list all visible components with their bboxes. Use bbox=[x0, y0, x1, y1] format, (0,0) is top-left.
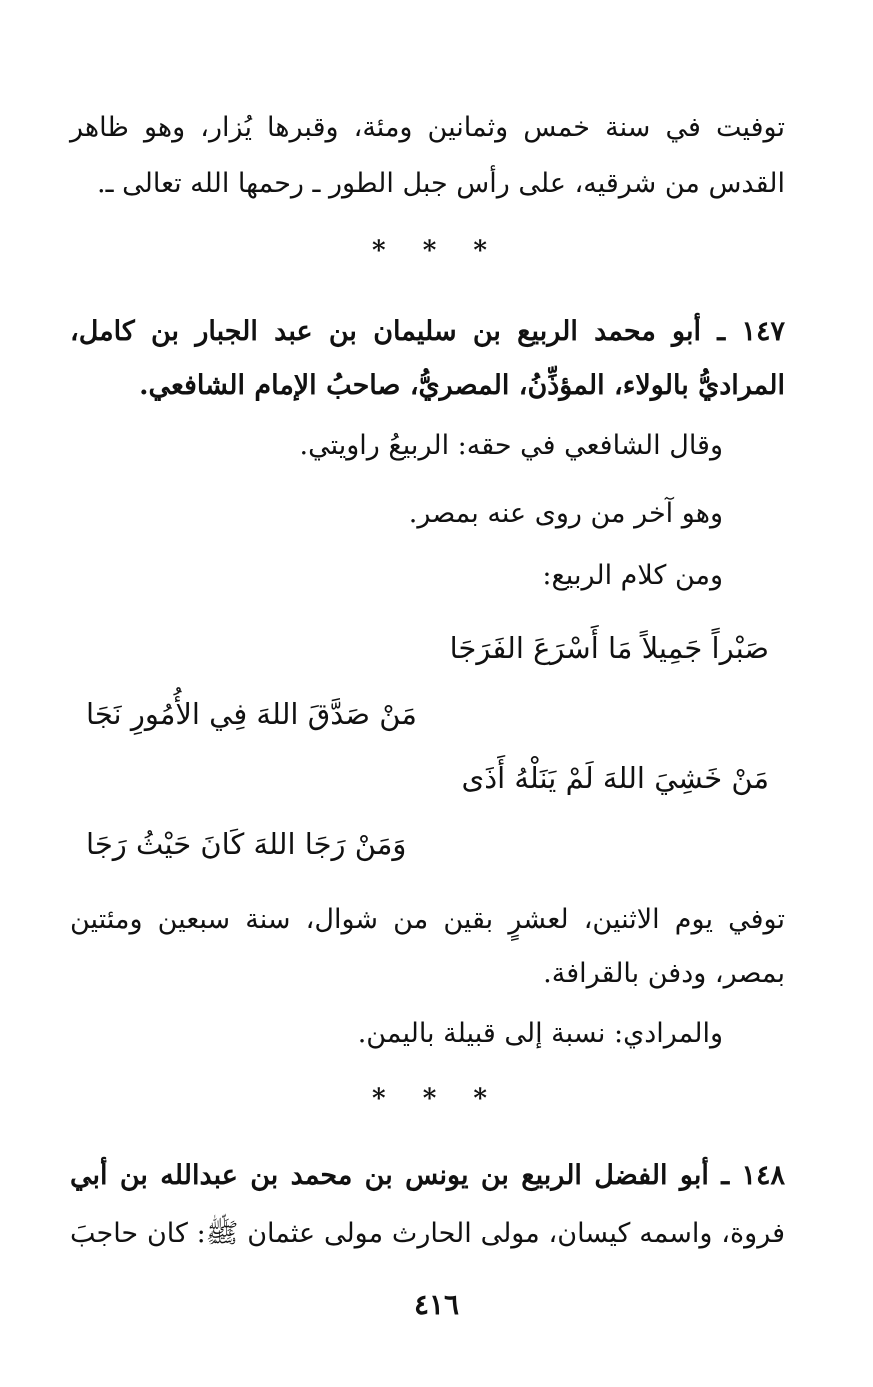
paragraph-5-line-2: بمصر، ودفن بالقرافة. bbox=[543, 958, 785, 989]
paragraph-2: وقال الشافعي في حقه: الربيعُ راويتي. bbox=[299, 430, 723, 461]
paragraph-1-line-1: توفيت في سنة خمس وثمانين ومئة، وقبرها يُزار، وهو ظاهر bbox=[70, 112, 785, 143]
paragraph-3: وهو آخر من روى عنه بمصر. bbox=[408, 498, 723, 529]
paragraph-6: والمرادي: نسبة إلى قبيلة باليمن. bbox=[357, 1018, 723, 1049]
poem-verse-3: مَنْ خَشِيَ اللهَ لَمْ يَنَلْهُ أَذَى bbox=[461, 761, 769, 795]
poem-verse-1: صَبْراً جَمِيلاً مَا أَسْرَعَ الفَرَجَا bbox=[449, 631, 769, 665]
paragraph-5-line-1: توفي يوم الاثنين، لعشرٍ بقين من شوال، سنة سبعين ومئتين bbox=[70, 904, 785, 935]
entry-148-heading-line-1: ١٤٨ ـ أبو الفضل الربيع بن يونس بن محمد بن عبدالله بن أبي bbox=[70, 1160, 785, 1191]
paragraph-4: ومن كلام الربيع: bbox=[542, 560, 723, 591]
paragraph-1-line-2: القدس من شرقيه، على رأس جبل الطور ـ رحمها الله تعالى ـ. bbox=[97, 168, 785, 199]
page-number: ٤١٦ bbox=[413, 1288, 460, 1321]
poem-verse-4: وَمَنْ رَجَا اللهَ كَانَ حَيْثُ رَجَا bbox=[86, 827, 407, 861]
poem-verse-2: مَنْ صَدَّقَ اللهَ فِي الأُمُورِ نَجَا bbox=[86, 697, 417, 731]
entry-147-heading-line-1: ١٤٧ ـ أبو محمد الربيع بن سليمان بن عبد الجبار بن كامل، bbox=[70, 316, 785, 347]
section-separator: * * * bbox=[372, 1084, 501, 1114]
section-separator: * * * bbox=[372, 236, 501, 266]
entry-148-heading-line-2: فروة، واسمه كيسان، مولى الحارث مولى عثمان ﷺ: كان حاجبَ bbox=[70, 1218, 785, 1249]
entry-147-heading-line-2: المراديُّ بالولاء، المؤذِّنُ، المصريُّ، صاحبُ الإمام الشافعي. bbox=[139, 370, 785, 401]
